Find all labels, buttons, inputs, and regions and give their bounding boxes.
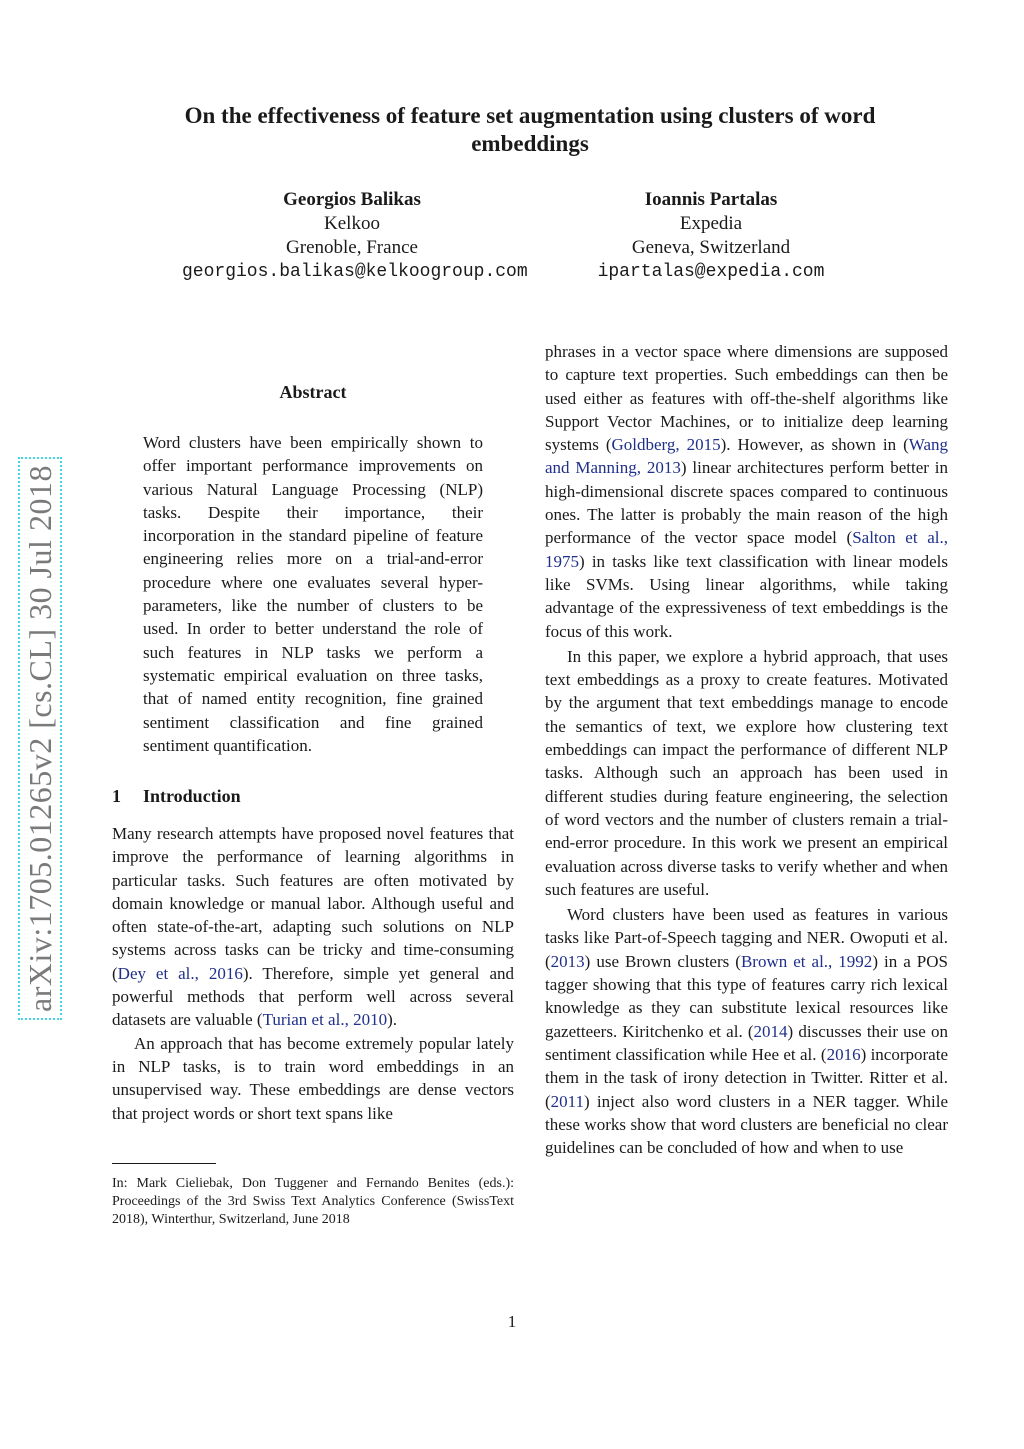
section-number: 1 [112, 786, 121, 806]
text-run: ). Therefore, simple yet general and powerful methods that perform well across several datasets are valuable ( [112, 963, 514, 1030]
citation-link[interactable]: 2014 [753, 1021, 788, 1041]
intro-paragraph-2: An approach that has become extremely popular lately in NLP tasks, is to train word embeddings in an unsupervised way. These embeddings are dense vectors that project words or short text spans like [112, 1033, 514, 1123]
author-name: Georgios Balikas [283, 189, 421, 210]
text-run: ) linear architectures perform better in high-dimensional discrete spaces compared to continuous ones. The latter is probably the main reason of the high performance of the vector space model ( [545, 458, 948, 548]
right-column [545, 340, 948, 1159]
arxiv-stamp: arXiv:1705.01265v2 [cs.CL] 30 Jul 2018 [18, 457, 62, 1020]
citation-link[interactable]: Dey et al., 2016 [117, 963, 243, 983]
text-run: Many research attempts have proposed novel features that improve the performance of learning algorithms in particular tasks. Such features are often motivated by domain knowledge or manual labor. Although useful and often state-of-the-art, adapting such solutions on NLP systems across tasks can be tricky and time-consuming ( [112, 824, 514, 983]
intro-paragraph-1 [112, 822, 514, 1032]
author-email[interactable]: ipartalas@expedia.com [597, 262, 825, 282]
section-heading [112, 786, 241, 807]
author-block-1 [182, 188, 528, 284]
text-run: ). However, as shown in ( [720, 435, 909, 455]
citation-link[interactable]: Wang and Manning, 2013 [545, 435, 948, 478]
citation-link[interactable]: Salton et al., 1975 [545, 528, 948, 571]
right-paragraph-1 [545, 340, 948, 643]
intro-column [112, 822, 514, 1125]
text-run: Word clusters have been used as features in various tasks like Part-of-Speech tagging and NER. Owoputi et al. ( [545, 905, 948, 971]
text-run: ) use Brown clusters ( [584, 951, 741, 971]
text-run: ). [387, 1010, 397, 1030]
abstract-heading: Abstract [279, 382, 347, 402]
author-name: Ioannis Partalas [644, 189, 778, 210]
author-email[interactable]: georgios.balikas@kelkoogroup.com [182, 262, 528, 282]
text-run: phrases in a vector space where dimensions are supposed to capture text properties. Such embeddings can then be used either as features with off-the-shelf algorithms like Support Vector Machines, or to initialize deep learning systems ( [545, 342, 948, 455]
text-run: ) discusses their use on sentiment classification while Hee et al. ( [545, 1021, 948, 1064]
citation-link[interactable]: 2013 [550, 951, 585, 971]
author-affiliation: Expedia [679, 213, 743, 234]
author-affiliation: Kelkoo [324, 213, 380, 234]
text-run: ) inject also word clusters in a NER tagger. While these works show that word clusters are beneficial no clear guidelines can be concluded of how and when to use [545, 1091, 948, 1158]
section-title: Introduction [143, 786, 241, 806]
abstract-text: Word clusters have been empirically shown to offer important performance improvements on various Natural Language Processing (NLP) tasks. Despite their importance, their incorporation in the standard pipeline of feature engineering relies more on a trial-and-error procedure where one evaluates several hyper-parameters, like the number of clusters to be used. In order to better understand the role of such features in NLP tasks we perform a systematic empirical evaluation on three tasks, that of named entity recognition, fine grained sentiment classification and fine grained sentiment quantification. [143, 433, 483, 755]
page-number: 1 [507, 1312, 517, 1331]
author-block-2 [541, 188, 881, 284]
footnote-divider [112, 1163, 216, 1164]
text-run: ) incorporate them in the task of irony detection in Twitter. Ritter et al. ( [545, 1044, 948, 1111]
paper-title: On the effectiveness of feature set augmentation using clusters of word embeddings [184, 103, 876, 156]
author-location: Geneva, Switzerland [631, 237, 791, 258]
citation-link[interactable]: Goldberg, 2015 [611, 435, 721, 455]
text-run: ) in a POS tagger showing that this type of features carry rich lexical knowledge as they can substitute lexical resources like gazetteers. Kiritchenko et al. ( [545, 951, 948, 1041]
right-paragraph-2: In this paper, we explore a hybrid approach, that uses text embeddings as a proxy to create features. Motivated by the argument that text embeddings manage to encode the semantics of text, we explore how clustering text embeddings can impact the performance of different NLP tasks. Although such an approach has been used in different studies during feature engineering, the selection of word vectors and the number of clusters remain a trial-end-error procedure. In this work we present an empirical evaluation across diverse tasks to verify whether and when such features are useful. [545, 646, 948, 899]
citation-link[interactable]: 2016 [826, 1044, 861, 1064]
right-paragraph-3 [545, 903, 948, 1159]
citation-link[interactable]: Brown et al., 1992 [740, 951, 873, 971]
citation-link[interactable]: 2011 [550, 1091, 585, 1111]
author-location: Grenoble, France [286, 237, 418, 258]
text-run: ) in tasks like text classification with linear models like SVMs. Using linear algorithms, while taking advantage of the expressiveness of text embeddings is the focus of this work. [545, 551, 948, 641]
footnote: In: Mark Cieliebak, Don Tuggener and Fernando Benites (eds.): Proceedings of the 3rd Swiss Text Analytics Conference (SwissText 2018), Winterthur, Switzerland, June 2018 [112, 1176, 514, 1227]
citation-link[interactable]: Turian et al., 2010 [262, 1010, 388, 1030]
